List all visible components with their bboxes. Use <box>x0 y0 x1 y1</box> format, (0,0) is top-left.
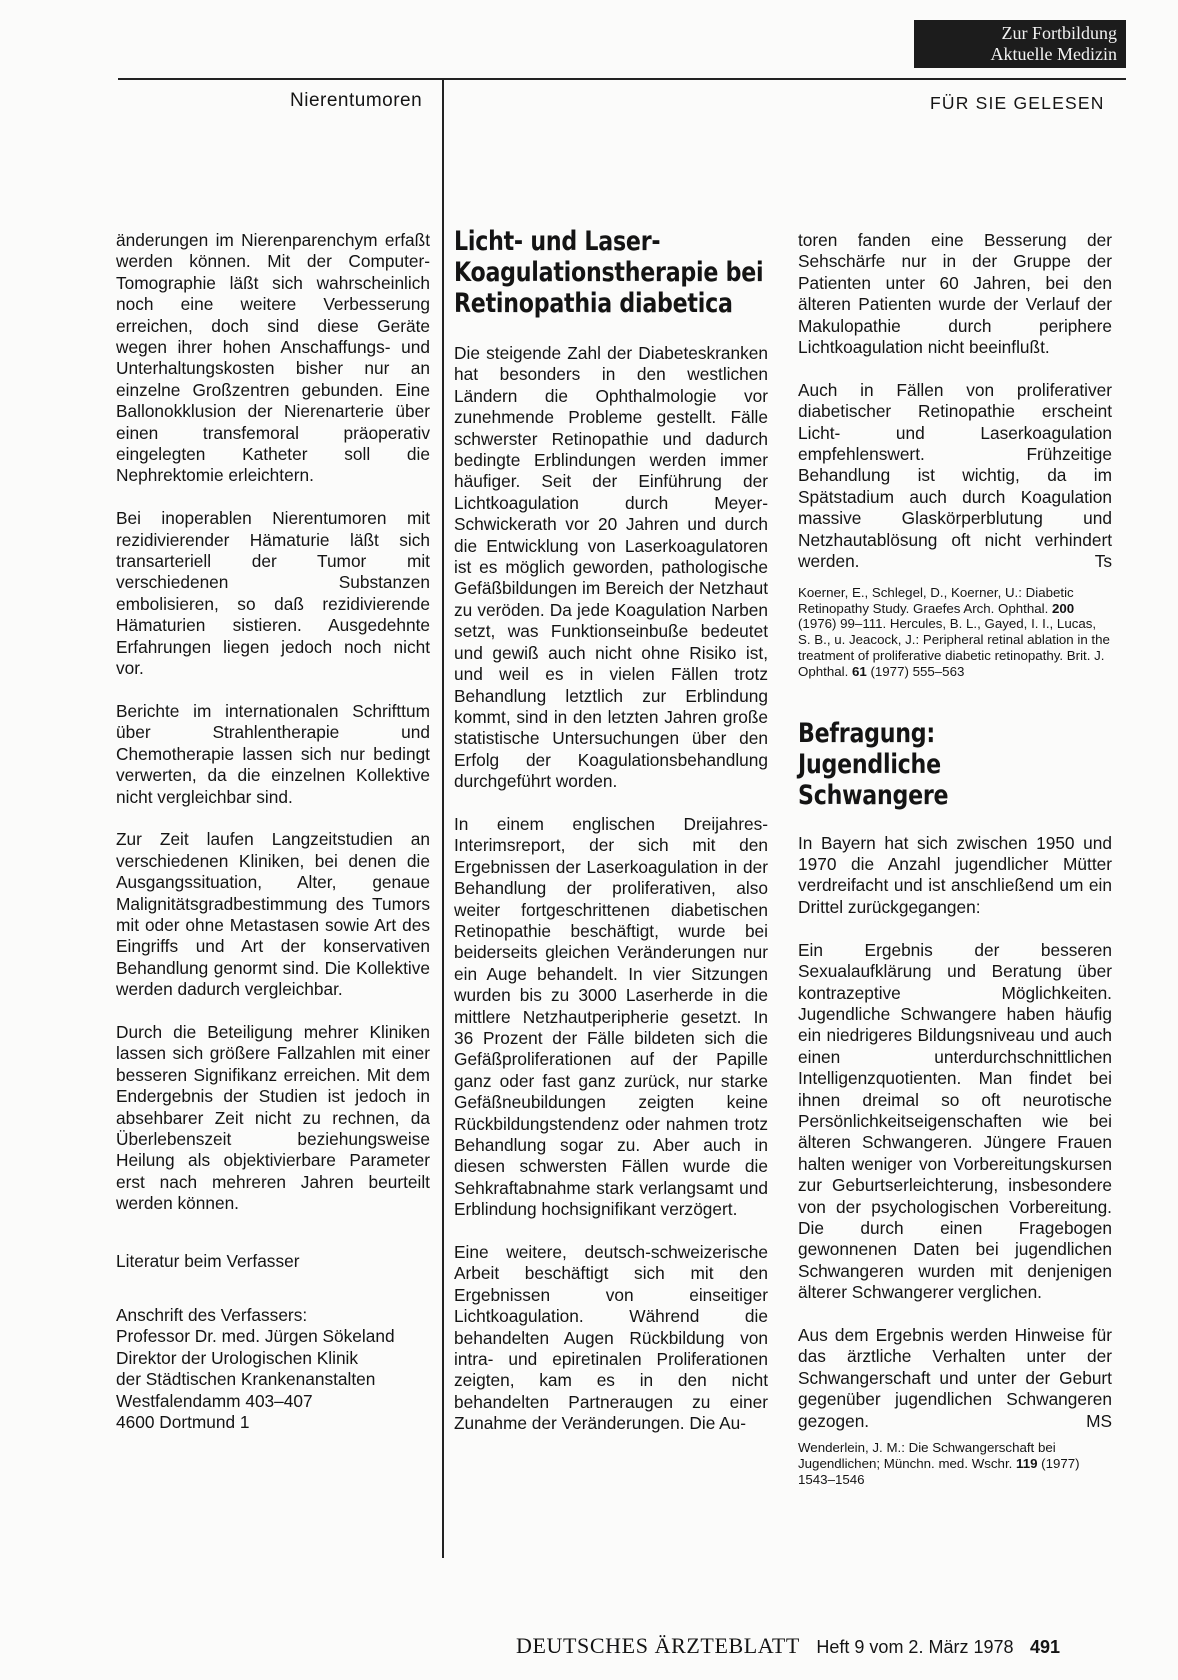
article-title-1: Licht- und Laser-Koagulationstherapie bei Retinopathia diabetica <box>454 226 764 319</box>
reference-volume: 119 <box>1016 1456 1038 1472</box>
col2-paragraph-2: In einem englischen Dreijahres-Interimsreport, der sich mit den Ergebnissen der Laserkoagulation in der Behandlung der proliferativen, also weiter fortgeschrittenen diabetischen Retinopathie beschäftigt, wurde bei beiderseits gleichen Veränderungen nur ein Auge behandelt. In vier Sitzungen wurden bis zu 3000 Laserherde in die mittlere Netzhautperipherie gesetzt. In 36 Prozent der Fälle bildeten sich die Gefäßproliferationen auf der Papille ganz oder fast ganz zurück, nur starke Gefäßneubildungen zeigten keine Rückbildungstendenz oder nahmen trotz Behandlung sogar zu. Aber auch in diesen schwersten Fällen wurde die Sehkraftabnahme stark verlangsamt und Erblindung hochsignifikant verzögert. <box>454 813 768 1220</box>
address-line: 4600 Dortmund 1 <box>116 1412 250 1433</box>
address-line: der Städtischen Krankenanstalten <box>116 1369 376 1390</box>
column-2 <box>454 226 768 1435</box>
col3-paragraph-4: Ein Ergebnis der besseren Sexualaufklärung und Beratung über kontrazeptive Möglichkeiten. Jugendliche Schwangere haben häufig ein niedrigeres Bildungsniveau und auch einen unterdurchschnittlichen Intelligenzquotienten. Man findet bei ihnen dreimal so oft neurotische Persönlichkeitseigenschaften wie bei älteren Schwangeren. Jüngere Frauen halten weniger von Vorbereitungskursen zur Geburtserleichterung, insbesondere von der psychologischen Vorbereitung. Die durch einen Fragebogen gewonnenen Daten bei jugendlichen Schwangeren wurden mit denjenigen älterer Schwangerer verglichen. <box>798 939 1112 1303</box>
reference-2 <box>798 1440 1112 1487</box>
col3-paragraph-5: Aus dem Ergebnis werden Hinweise für das ärztliche Verhalten unter der Schwangerschaft und unter der Geburt gegenüber jugendlichen Schwangeren gezogen. <box>798 1324 1112 1431</box>
reference-text: Wenderlein, J. M.: Die Schwangerschaft bei Jugendlichen; Münchn. med. Wschr. <box>798 1440 1056 1472</box>
reference-volume: 61 <box>851 663 867 679</box>
header-rule <box>118 78 1126 80</box>
author-initials-2: MS <box>1086 1411 1112 1432</box>
magazine-name: DEUTSCHES ÄRZTEBLATT <box>516 1633 800 1658</box>
section-badge <box>914 20 1126 68</box>
col1-paragraph-2: Bei inoperablen Nierentumoren mit rezidivierender Hämaturie läßt sich transarteriell der Tumor mit verschiedenen Substanzen embolisieren, so daß rezidivierende Hämaturien sistieren. Ausgedehnte Erfahrungen liegen jedoch noch nicht vor. <box>116 508 430 679</box>
col1-paragraph-5: Durch die Beteiligung mehrer Kliniken lassen sich größere Fallzahlen mit einer besseren Signifikanz erreichen. Mit dem Endergebnis der Studien ist jedoch in absehbarer Zeit nicht zu rechnen, da Überlebenszeit beziehungsweise Heilung als objektivierbare Parameter erst nach mehreren Jahren beurteilt werden können. <box>116 1021 430 1214</box>
left-section-title: Nierentumoren <box>290 90 423 111</box>
badge-line-2: Aktuelle Medizin <box>990 44 1117 64</box>
badge-line-1: Zur Fortbildung <box>1001 23 1117 43</box>
col3-paragraph-2: Auch in Fällen von proliferativer diabetischer Retinopathie erscheint Licht- und Laserkoagulation empfehlenswert. Frühzeitige Behandlung ist wichtig, da im Spätstadium auch durch Koagulation massive Glaskörperblutung und Netzhautablösung oft nicht verhindert werden. <box>798 379 1112 572</box>
col1-paragraph-3: Berichte im internationalen Schrifttum über Strahlentherapie und Chemotherapie lassen sich nur bedingt verwerten, da die einzelnen Kollektive nicht vergleichbar sind. <box>116 700 430 807</box>
issue-info: Heft 9 vom 2. März 1978 <box>816 1637 1014 1657</box>
author-initials-1: Ts <box>1094 551 1112 572</box>
author-address <box>116 1305 430 1433</box>
col3-paragraph-1: toren fanden eine Besserung der Sehschärfe nur in der Gruppe der Patienten unter 60 Jahren, bei den älteren Patienten wurde der Verlauf der Makulopathie durch periphere Lichtkoagulation nicht beeinflußt. <box>798 230 1112 358</box>
address-line: Direktor der Urologischen Klinik <box>116 1347 359 1368</box>
col2-paragraph-3: Eine weitere, deutsch-schweizerische Arbeit beschäftigt sich mit den Ergebnissen von einseitiger Lichtkoagulation. Während die behandelten Augen Rückbildung von intra- und epiretinalen Proliferationen zeigten, kam es in den nicht behandelten Partneraugen zu einer Zunahme der Veränderungen. Die Au- <box>454 1242 768 1434</box>
column-1 <box>116 230 430 1433</box>
address-line: Professor Dr. med. Jürgen Sökeland <box>116 1326 395 1347</box>
col1-paragraph-1: änderungen im Nierenparenchym erfaßt werden können. Mit der Computer-Tomographie läßt sich wahrscheinlich noch eine weitere Verbesserung erreichen, doch sind diese Geräte wegen ihrer hohen Anschaffungs- und Unterhaltungskosten bisher nur an einzelne Großzentren gebunden. Eine Ballonokklusion der Nierenarterie über einen transfemoral präoperativ eingelegten Katheter soll die Nephrektomie erleichtern. <box>116 230 430 486</box>
reference-text: (1977) 1543–1546 <box>798 1456 1080 1488</box>
reference-volume: 200 <box>1052 600 1075 616</box>
article-title-2: Befragung: Jugendliche Schwangere <box>798 717 949 811</box>
column-3 <box>798 230 1112 1488</box>
literature-note: Literatur beim Verfasser <box>116 1250 300 1271</box>
reference-1 <box>798 585 1112 680</box>
address-label: Anschrift des Verfassers: <box>116 1305 308 1326</box>
page-number: 491 <box>1029 1637 1060 1657</box>
col2-paragraph-1: Die steigende Zahl der Diabeteskranken hat besonders in den westlichen Ländern die Ophthalmologie vor zunehmende Probleme gestellt. Fälle schwerster Retinopathie und dadurch bedingte Erblindungen werden immer häufiger. Seit der Einführung der Lichtkoagulation durch Meyer-Schwickerath vor 20 Jahren und durch die Entwicklung von Laserkoagulatoren ist es möglich geworden, pathologische Gefäßbildungen im Bereich der Netzhaut zu veröden. Da jede Koagulation Narben setzt, was Funktionseinbuße bedeutet und gewiß auch nicht ohne Risiko ist, und weil es in vielen Fällen trotz Behandlung letztlich zur Erblindung kommt, sind in den letzten Jahren große statistische Untersuchungen über den Erfolg der Koagulationsbehandlung durchgeführt worden. <box>454 343 768 792</box>
reference-text: (1976) 99–111. Hercules, B. L., Gayed, I. I., Lucas, S. B., u. Jeacock, J.: Peripheral retinal ablation in the treatment of proliferative diabetic retinopathy. Brit. J. Ophthal. <box>798 616 1110 679</box>
col1-paragraph-4: Zur Zeit laufen Langzeitstudien an verschiedenen Kliniken, bei denen die Ausgangssituation, Alter, genaue Malignitätsgradbestimmung des Tumors mit oder ohne Metastasen sowie Art des Eingriffs und Art der konservativen Behandlung genormt sind. Die Kollektive werden dadurch vergleichbar. <box>116 829 430 1000</box>
page-footer <box>516 1633 1131 1659</box>
col3-paragraph-3: In Bayern hat sich zwischen 1950 und 1970 die Anzahl jugendlicher Mütter verdreifacht und ist anschließend um ein Drittel zurückgegangen: <box>798 832 1112 917</box>
address-line: Westfalendamm 403–407 <box>116 1390 313 1411</box>
reference-text: Koerner, E., Schlegel, D., Koerner, U.: Diabetic Retinopathy Study. Graefes Arch. Ophthal. <box>798 584 1074 616</box>
column-divider <box>442 78 444 1558</box>
reference-text: (1977) 555–563 <box>866 663 965 679</box>
right-section-title: FÜR SIE GELESEN <box>930 93 1105 113</box>
